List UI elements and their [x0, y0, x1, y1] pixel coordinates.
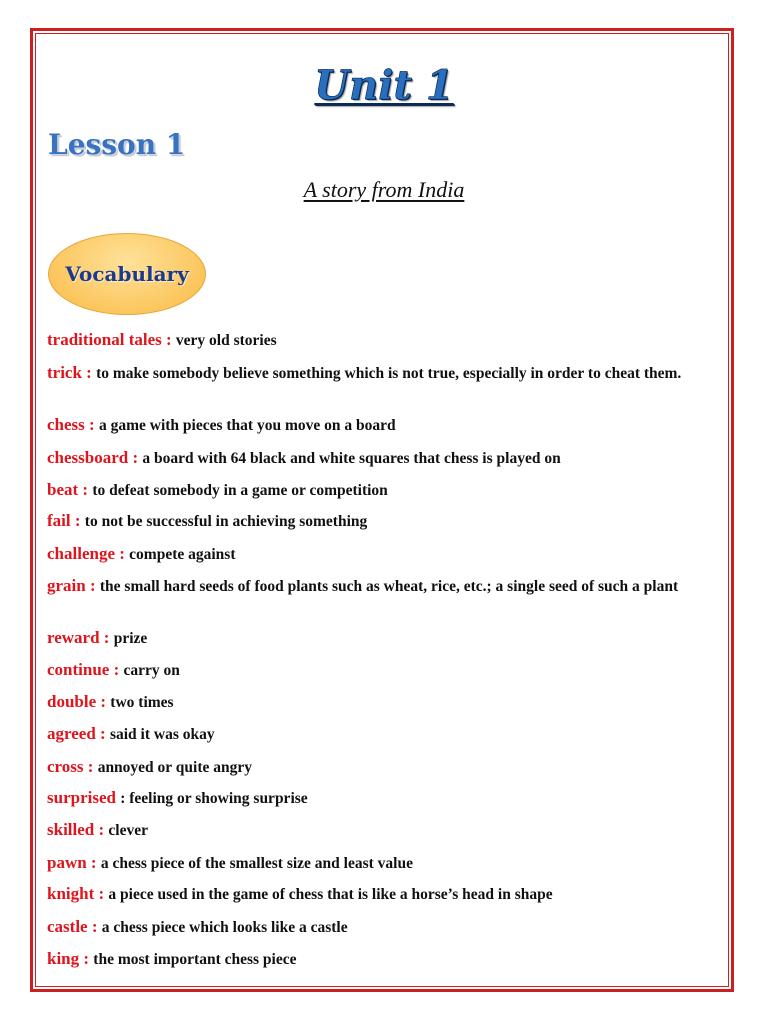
vocab-item — [47, 363, 707, 384]
vocab-definition: the small hard seeds of food plants such as wheat, rice, etc.; a single seed of such a plant — [99, 578, 679, 595]
vocab-item — [47, 448, 707, 469]
vocab-term: trick : — [47, 363, 97, 382]
vocab-item — [47, 330, 707, 351]
vocab-definition: compete against — [129, 546, 236, 563]
vocab-definition: : feeling or showing surprise — [120, 790, 308, 807]
vocab-term: continue : — [47, 660, 124, 679]
vocab-term: challenge : — [47, 544, 130, 563]
vocab-item — [47, 660, 707, 681]
vocab-definition: annoyed or quite angry — [97, 759, 252, 776]
vocab-definition: prize — [113, 630, 148, 647]
vocabulary-badge — [48, 233, 206, 315]
vocab-term: double : — [47, 692, 111, 711]
vocab-term: agreed : — [47, 724, 110, 743]
vocab-definition: clever — [108, 822, 148, 839]
vocab-item — [47, 544, 707, 565]
vocab-definition: a board with 64 black and white squares that chess is played on — [142, 450, 561, 467]
vocab-definition: the most important chess piece — [93, 951, 297, 968]
unit-title: Unit 1 — [314, 62, 454, 109]
story-title: A story from India — [303, 177, 465, 202]
vocab-term: surprised — [47, 788, 121, 807]
vocab-item — [47, 949, 707, 970]
vocab-definition: said it was okay — [109, 726, 215, 743]
vocab-item — [47, 917, 707, 938]
vocab-term: pawn : — [47, 853, 101, 872]
vocab-term: knight : — [47, 884, 109, 903]
vocab-item — [47, 576, 707, 597]
vocab-term: king : — [47, 949, 94, 968]
vocab-definition: to make somebody believe something which is not true, especially in order to cheat them. — [96, 365, 682, 382]
vocab-definition: carry on — [123, 662, 180, 679]
vocab-item — [47, 692, 707, 713]
vocab-item — [47, 853, 707, 874]
vocab-term: castle : — [47, 917, 102, 936]
vocab-item — [47, 628, 707, 649]
vocab-definition: very old stories — [175, 332, 277, 349]
vocab-definition: a game with pieces that you move on a board — [98, 417, 396, 434]
vocab-term: grain : — [47, 576, 100, 595]
vocab-definition: a chess piece of the smallest size and least value — [100, 855, 413, 872]
vocab-definition: to defeat somebody in a game or competition — [92, 482, 388, 499]
vocab-item — [47, 757, 707, 778]
vocab-term: beat : — [47, 480, 93, 499]
vocab-term: chessboard : — [47, 448, 143, 467]
vocabulary-badge-label: Vocabulary — [65, 262, 189, 286]
vocab-term: reward : — [47, 628, 114, 647]
vocab-definition: a chess piece which looks like a castle — [101, 919, 348, 936]
vocab-item — [47, 480, 707, 501]
vocab-term: cross : — [47, 757, 98, 776]
vocab-term: traditional tales : — [47, 330, 176, 349]
vocab-item — [47, 415, 707, 436]
vocab-item — [47, 884, 707, 905]
vocab-item — [47, 724, 707, 745]
vocab-term: skilled : — [47, 820, 109, 839]
vocab-definition: to not be successful in achieving something — [84, 513, 368, 530]
vocab-definition: a piece used in the game of chess that is like a horse’s head in shape — [108, 886, 553, 903]
vocab-item — [47, 511, 707, 532]
lesson-title: Lesson 1 — [48, 128, 186, 161]
vocab-term: chess : — [47, 415, 99, 434]
vocab-item — [47, 820, 707, 841]
vocab-definition: two times — [110, 694, 174, 711]
vocab-item — [47, 788, 707, 809]
vocab-term: fail : — [47, 511, 85, 530]
